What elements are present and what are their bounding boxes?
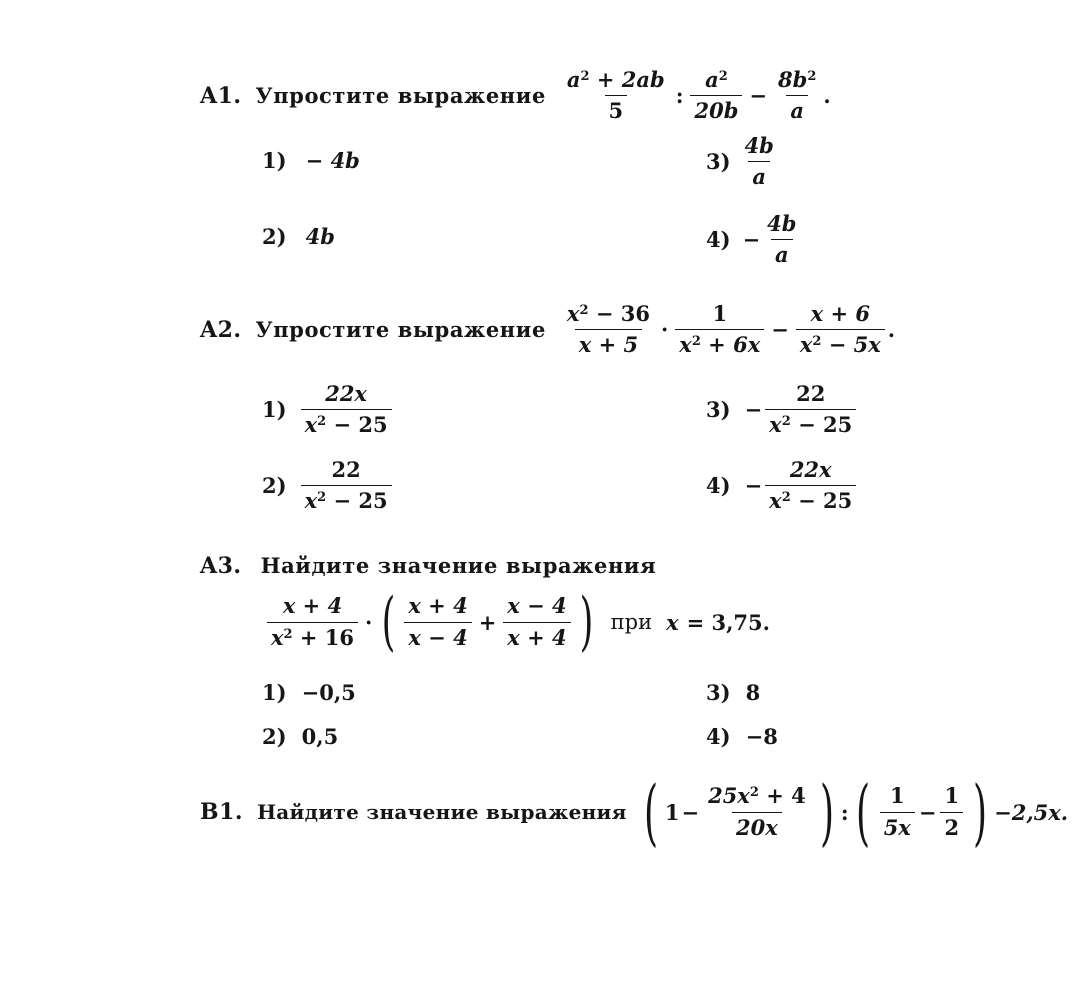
- task-b1-prompt: Найдите значение выражения: [257, 800, 627, 824]
- b1-one: 1: [664, 799, 680, 825]
- b1-right-paren-1: ): [819, 770, 834, 854]
- b1-operator-minus-2: −: [918, 799, 937, 825]
- a1-option-3: 3) $\frac{4b}{a}$: [706, 133, 774, 190]
- a3-option-2: 2) 0,5: [262, 724, 339, 749]
- task-a3-header: [200, 553, 656, 579]
- a3-fraction-2: $\frac{x + 4}{x - 4}$: [404, 594, 471, 649]
- task-b1-expression: [637, 770, 1069, 854]
- a3-condition-var: x: [666, 609, 679, 635]
- task-a2-label: A2.: [200, 316, 242, 343]
- b1-right-paren-2: ): [973, 770, 988, 854]
- b1-fraction-3: $\frac{1}{2}$: [940, 784, 963, 839]
- task-a1-label: A1.: [200, 82, 242, 109]
- a3-right-paren: ): [579, 585, 594, 659]
- a2-period: .: [887, 317, 896, 343]
- a2-fraction-2: $\frac{1}{x^2 + 6x}$: [675, 302, 764, 357]
- a1-period: .: [823, 83, 831, 109]
- a1-fraction-2: $\frac{a^2}{20b}$: [690, 68, 742, 123]
- a2-fraction-1: $\frac{x^2 - 36}{x + 5}$: [566, 301, 650, 358]
- a1-option-1: 1) − 4b: [262, 148, 360, 173]
- task-a1-header: [200, 68, 831, 123]
- task-a1-prompt: Упростите выражение: [255, 83, 546, 109]
- a2-operator-minus: −: [771, 317, 789, 343]
- b1-fraction-2: $\frac{1}{5x}$: [880, 784, 915, 839]
- a3-left-paren: (: [381, 585, 396, 659]
- a3-fraction-1: $\frac{x + 4}{x^2 + 16}$: [267, 594, 358, 649]
- task-a3-label: A3.: [200, 553, 242, 579]
- b1-tail-term: −2,5x.: [994, 799, 1069, 825]
- a3-option-3: 3) 8: [706, 680, 761, 705]
- a3-operator-plus: +: [478, 609, 497, 635]
- a1-fraction-1: $\frac{a^2 + 2ab}{5}$: [566, 67, 665, 124]
- a1-operator-minus: −: [749, 83, 768, 109]
- a1-fraction-3: $\frac{8b^2}{a}$: [778, 67, 817, 124]
- task-a2-expression: [560, 302, 895, 357]
- b1-left-paren-1: (: [643, 770, 658, 854]
- task-b1-header: [200, 770, 1069, 854]
- b1-fraction-1: $\frac{25x^2 + 4}{20x}$: [708, 783, 806, 840]
- a1-option-4: 4) − $\frac{4b}{a}$: [706, 211, 797, 268]
- task-a2-prompt: Упростите выражение: [255, 317, 546, 343]
- a1-option-2: 2) 4b: [262, 224, 335, 249]
- b1-operator-colon: :: [840, 799, 849, 825]
- a2-option-3: 3) − $\frac{22}{x^2 - 25}$: [706, 382, 859, 437]
- task-b1-label: B1.: [200, 799, 244, 825]
- b1-operator-minus-1: −: [681, 799, 700, 825]
- a3-operator-multiply: ·: [365, 609, 373, 635]
- a1-operator-divide: :: [675, 83, 684, 109]
- b1-left-paren-2: (: [855, 770, 870, 854]
- task-a3-prompt: Найдите значение выражения: [260, 553, 657, 578]
- a3-fraction-3: $\frac{x - 4}{x + 4}$: [503, 594, 570, 649]
- a3-condition-word: при: [610, 610, 653, 634]
- task-a3-expression: [264, 585, 770, 659]
- task-a1-expression: [560, 68, 831, 123]
- a2-fraction-3: $\frac{x + 6}{x^2 - 5x}$: [796, 302, 885, 357]
- a3-condition-value: = 3,75.: [686, 609, 770, 635]
- a2-operator-multiply: ·: [660, 317, 669, 343]
- a2-option-1: 1) $\frac{22x}{x^2 - 25}$: [262, 382, 395, 437]
- a2-option-2: 2) $\frac{22}{x^2 - 25}$: [262, 458, 395, 513]
- task-a2-header: [200, 302, 895, 357]
- a3-option-1: 1) −0,5: [262, 680, 356, 705]
- a3-option-4: 4) −8: [706, 724, 778, 749]
- a2-option-4: 4) − $\frac{22x}{x^2 - 25}$: [706, 458, 859, 513]
